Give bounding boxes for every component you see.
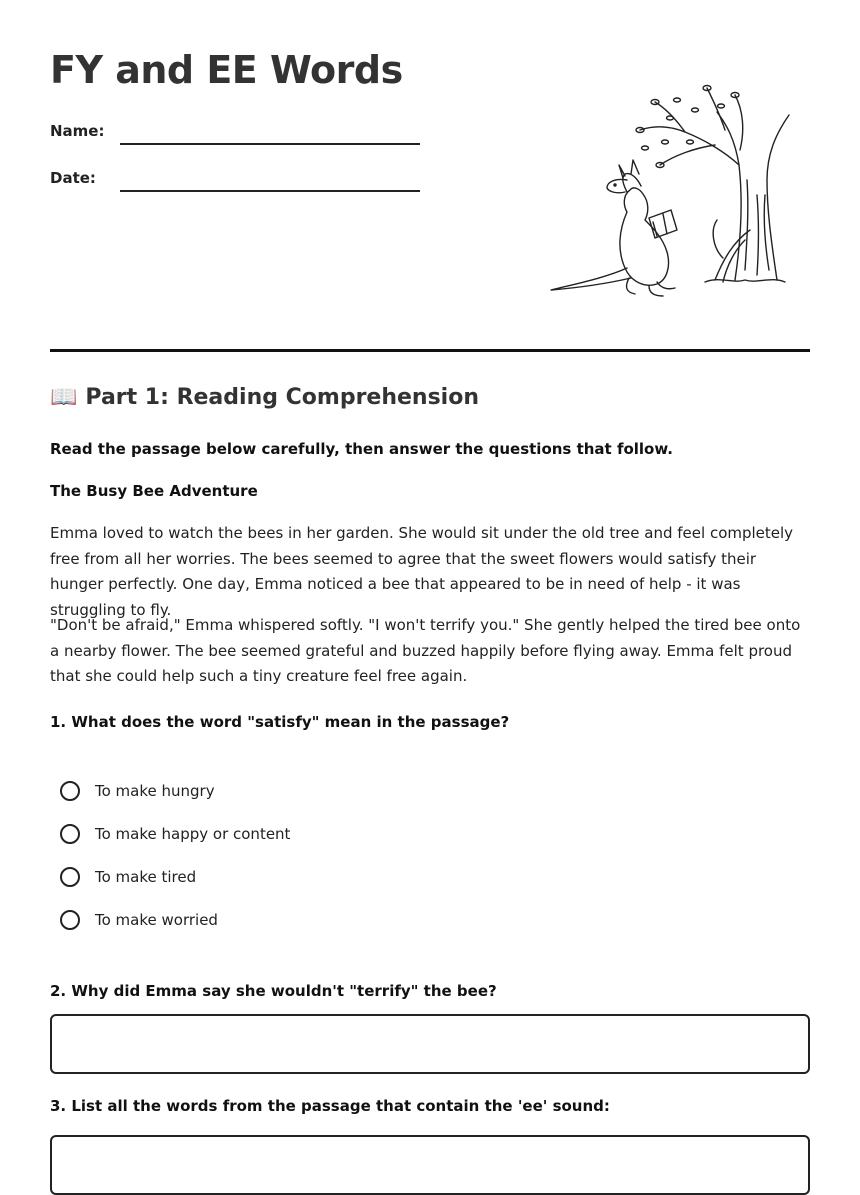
- option-label: To make tired: [95, 868, 197, 886]
- q1-option-1[interactable]: [60, 781, 215, 801]
- name-line[interactable]: [120, 143, 420, 145]
- section-divider: [50, 349, 810, 352]
- kangaroo-reading-under-tree-icon: [545, 70, 805, 310]
- name-label: Name:: [50, 122, 105, 140]
- instruction-text: Read the passage below carefully, then answer the questions that follow.: [50, 440, 673, 458]
- question-2: 2. Why did Emma say she wouldn't "terrify" the bee?: [50, 982, 497, 1000]
- radio-button[interactable]: [60, 824, 80, 844]
- radio-button[interactable]: [60, 781, 80, 801]
- date-label: Date:: [50, 169, 96, 187]
- option-label: To make worried: [95, 911, 218, 929]
- part1-title: Part 1: Reading Comprehension: [85, 385, 479, 410]
- question-1: 1. What does the word "satisfy" mean in the passage?: [50, 713, 510, 731]
- q3-answer-box[interactable]: [50, 1135, 810, 1195]
- story-title: The Busy Bee Adventure: [50, 482, 258, 500]
- q1-option-2[interactable]: [60, 824, 290, 844]
- story-paragraph-1: Emma loved to watch the bees in her garden. She would sit under the old tree and feel completely free from all her worries. The bees seemed to agree that the sweet flowers would satisfy their hunger perfectly. One day, Emma noticed a bee that appeared to be in need of help - it was struggling to fly.: [50, 524, 794, 619]
- date-line[interactable]: [120, 190, 420, 192]
- question-3: 3. List all the words from the passage that contain the 'ee' sound:: [50, 1097, 610, 1115]
- option-label: To make happy or content: [95, 825, 291, 843]
- q1-option-4[interactable]: [60, 910, 218, 930]
- radio-button[interactable]: [60, 910, 80, 930]
- part1-heading: [50, 385, 479, 410]
- story-paragraph-2: "Don't be afraid," Emma whispered softly. "I won't terrify you." She gently helped the tired bee onto a nearby flower. The bee seemed grateful and buzzed happily before flying away. Emma felt proud that she could help such a tiny creature feel free again.: [50, 616, 801, 686]
- radio-button[interactable]: [60, 867, 80, 887]
- option-label: To make hungry: [95, 782, 215, 800]
- q1-option-3[interactable]: [60, 867, 196, 887]
- open-book-icon: 📖: [50, 385, 78, 410]
- worksheet-title: FY and EE Words: [50, 48, 403, 92]
- q2-answer-box[interactable]: [50, 1014, 810, 1074]
